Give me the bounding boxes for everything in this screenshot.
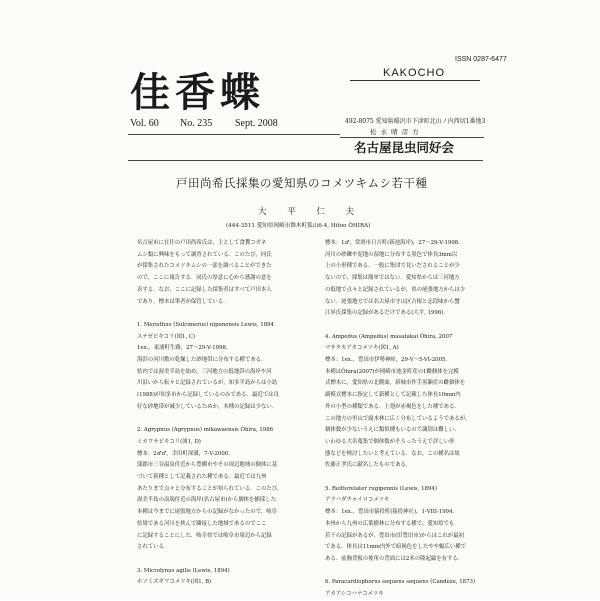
text-line: マサタカアカコメツキ(図1, A) <box>325 345 399 352</box>
header-rule-top <box>350 80 480 81</box>
text-line: 標本：1ex.，豊田市猿投町(猿投神社)，1-VIII-1994. <box>325 509 455 516</box>
text-line: ミカワサビキコリ(図1, D) <box>137 438 201 445</box>
text-line: であり，標本は筆者が保管している． <box>137 298 229 305</box>
journal-title: 佳香蝶 <box>130 70 265 116</box>
text-line: 1. Meristhus (Sulcimerus) niponensis Lewis, 1894 <box>137 321 274 328</box>
text-line: 県境である河川を挟んで隣接した地域であるのでここ <box>137 520 267 527</box>
text-line: が採集されたコメツキムシの一部を調べることができた <box>137 263 272 270</box>
text-line: 県内では渥美半島を始め，三河地方の低地帯の海岸や河 <box>137 368 272 375</box>
issn-number: ISSN 0287-6477 <box>455 56 507 63</box>
text-line: 6. Paracardiophorus sequens sequens (Candèze, 1873) <box>325 579 476 586</box>
text-line: に記録することにした．岐阜県では岐阜市周辺から記録 <box>137 532 272 539</box>
text-line: 本種はÔhira(2007)が岡崎市池金町産の1雌個体を完模 <box>325 368 459 375</box>
text-line: いわゆる大名蒐集で個体数がそろったうえで詳しい形 <box>325 438 455 445</box>
text-line: ない．尾張地方では名古屋市守山区吉根と志段味から蟹 <box>325 298 460 305</box>
text-line: 好な砂地帯が減少しているためか，本種の記録は少ない． <box>137 403 278 410</box>
text-line: 若干の記録があるが，豊田市(旧豊田市)からはこれが最初 <box>325 532 464 539</box>
text-line <box>137 308 320 320</box>
article-title: 戸田尚希氏採集の愛知県のコメツキムシ若干種 <box>176 176 428 190</box>
text-line: 標本：1♂，常滑市日吉町(新池海岸)，27～29-V-1998. <box>325 240 460 246</box>
text-line: あたりまで点々と分布することが知られている．このたび， <box>137 485 283 492</box>
text-line <box>137 554 320 566</box>
text-line: 海浜の河川敷の乾燥した砂地帯に分布する種である． <box>137 357 267 364</box>
text-line: アラハダチャイロコメツキ <box>325 497 390 504</box>
text-line <box>325 472 493 484</box>
text-line: づいて新種として記載された種である．最近では九州 <box>137 474 267 481</box>
article-author: 大 平 仁 夫 <box>258 207 364 217</box>
text-line: 表する．なお，ここに記録した採集者はすべて戸田本人 <box>137 286 272 293</box>
text-line <box>325 320 493 332</box>
society-name: 名古屋昆虫同好会 <box>354 140 455 155</box>
text-line: 本種は今までに尾張地方からの記録がなかったので，岐阜 <box>137 509 278 516</box>
text-line: 4. Ampedus (Ampedus) masatakai Ôhira, 2007 <box>325 333 453 340</box>
text-line: 標本：1ex.，豊田市伊勢神峠，29-V～5-VI-2005. <box>325 357 448 364</box>
header-rule-middle <box>128 134 340 135</box>
text-line: 5. Reitterelater rugipennis (Lewis, 1894) <box>325 485 437 492</box>
text-line: 副模式標本に指定して新種として記載した体長10mm内 <box>325 392 461 399</box>
text-line: 上の小形種である．一般に集団で見いだされることが少 <box>325 263 460 270</box>
text-line: ないので，採集は簡単ではない．愛知県からは三河地方 <box>325 275 460 282</box>
text-line <box>325 566 493 578</box>
text-line: 蒲郡市三谷温泉付近から豊橋市やその周辺地域の個体に基 <box>137 462 278 469</box>
volume-label: Vol. 60 <box>130 118 159 129</box>
text-line: の低地で点々と記録されているが，県の尾張地方からは少 <box>325 286 466 293</box>
publisher-address: 492-8075 愛知県稲沢市下津町北山ノ内西切1番地3 <box>345 118 486 125</box>
text-line: アカアシコハナコメツキ <box>325 591 384 598</box>
text-line: 式標本に，愛知県の北側面，新城市作手黒瀬産の雌個体を <box>325 380 466 387</box>
text-line: 標本：2♂♂，幸田町深溝，7-V-2000. <box>137 450 230 457</box>
header-rule-bottom <box>128 160 483 161</box>
text-line: されている． <box>137 544 170 551</box>
author-address: (444-3511 愛知県岡崎市舞木町狐山6-4, Hitoo ÔHIRA) <box>226 223 371 229</box>
text-line: 外の小型の種類である．上翅が赤褐色をした種である． <box>325 403 460 410</box>
text-line: 個体数が少ないうえに類似種もいるので識別は難しい． <box>325 427 460 434</box>
issue-date: Sept. 2008 <box>235 118 278 129</box>
text-line: 川沿いから転々と記録されているが，知多半島からは小島 <box>137 380 278 387</box>
text-line: ので，ここに報告する．同氏の厚意に心から感謝の意を <box>137 275 272 282</box>
text-line: 佐藤正孝氏に献名したものである． <box>325 462 412 469</box>
issue-number: No. 235 <box>180 118 213 129</box>
text-line: この地方の里山で腐木林に広く分布しているようであるが， <box>325 415 471 422</box>
text-line: 2. Agrypnus (Agrypnus) mikawaensis Ôhira, 1986 <box>137 427 274 434</box>
text-line: 態などを検討したいと考えている．なお，この種名は故 <box>325 450 460 457</box>
text-line: 1ex.，東浦町生路，27～29-V-1998. <box>137 345 228 352</box>
text-line: 本州から九州の広葉樹林に分布する種で，愛知県でも <box>325 520 455 527</box>
text-line: 河川の砂礫や泥地の湿地に分布する黒色で体長3mm以 <box>325 251 458 258</box>
publisher-name: 松 永 晴 彦 方 <box>370 128 420 136</box>
left-text-column <box>137 238 320 589</box>
text-line: 名古屋市に在住の戸田尚希氏は，主として食糞コガネ <box>137 240 267 246</box>
journal-romaji: KAKOCHO <box>383 67 446 79</box>
right-text-column <box>325 238 493 601</box>
text-line: ムシ類に興味をもって調査されている．このたび，同氏 <box>137 251 272 258</box>
text-line <box>137 414 320 426</box>
text-line: 渥美半島の南端付近の海岸(名古屋市)から個体を捕採した． <box>137 497 282 504</box>
text-line: (1988)が知多市から記録しているのみである．最近では良 <box>137 392 279 399</box>
text-line: ある．前胸背板の後角の背面には2本の隆起線を有する． <box>325 555 464 562</box>
text-line: である．体長は11mm内外で暗褐色をしたやや幅広い種で <box>325 544 467 551</box>
text-line: 江昇氏採集の記録があるだけである(大平, 1996)． <box>325 310 449 317</box>
text-line: ステゼビキコリ(図1, C) <box>137 333 196 340</box>
text-line: 3. Microlynus agilis (Lewis, 1894) <box>137 567 230 574</box>
text-line: ホソミズギワコメツキ(図1, B) <box>137 579 212 586</box>
